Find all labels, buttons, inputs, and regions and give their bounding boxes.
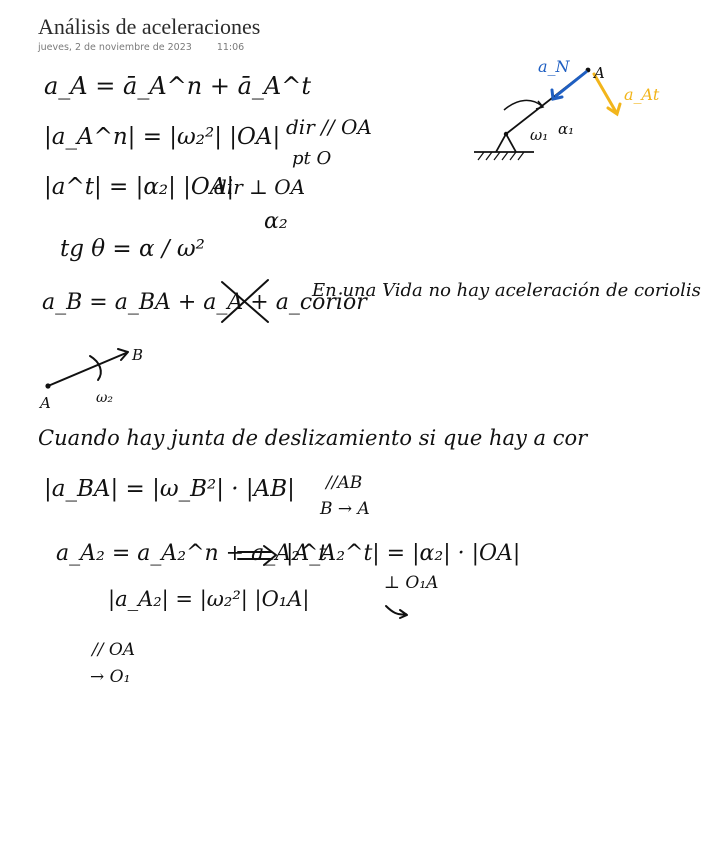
diagram-label-an: a_N [538,57,570,76]
aa2-tangential-direction: ⊥ O₁A [384,573,439,593]
ab-label-a: A [40,394,51,412]
note-time: 11:06 [216,42,245,53]
diagram-label-omega: ω₁ [530,126,549,144]
tangential-direction-note: dir ⊥ OA [214,175,306,199]
mechanism-diagram [474,57,660,160]
ground-hatching [478,152,524,160]
ab-label-b: B [132,346,144,364]
equation-aba-magnitude: |a_BA| = |ω_B²| · |AB| [44,476,295,502]
aba-direction-note: //AB [326,473,363,493]
equation-aa-decomposition: a_A = ā_A^n + ā_A^t [44,72,311,100]
tangential-alpha-note: α₂ [264,209,288,234]
coriolis-note: En una Vida no hay aceleración de coriolis [312,280,701,301]
pivot-support [496,134,516,152]
equation-normal-magnitude: |a_A^n| = |ω₂²| |OA| [44,124,281,150]
diagram-label-at: a_At [624,85,660,104]
ab-label-omega: ω₂ [96,390,114,406]
diagram-label-a: A [594,64,605,82]
aba-sense-note: B → A [320,499,370,519]
equation-aa2-tangential: |A_A₂^t| = |α₂| · |OA| [286,541,521,566]
point-a-dot [45,383,50,388]
page-title: Análisis de aceleraciones [38,14,261,39]
sliding-joint-note: Cuando hay junta de deslizamiento si que hay a cor [38,426,588,450]
diagram-label-alpha: α₁ [558,120,575,138]
equation-tangential-magnitude: |a^t| = |α₂| |OA| [44,174,235,200]
equation-ab-sum: a_B = a_BA + a_A + a_corior [42,290,367,315]
aa2-normal-sense: → O₁ [90,667,131,687]
equation-tan-theta: tg θ = α / ω² [60,236,205,262]
normal-direction-note: dir // OA [286,115,372,139]
ab-link-line [48,353,126,386]
tangential-sense-arrow [386,606,407,618]
note-date: jueves, 2 de noviembre de 2023 [38,42,192,53]
normal-sense-note: pt O [292,148,332,169]
equation-aa2-normal: |a_A₂| = |ω₂²| |O₁A| [108,587,310,611]
equation-aa2-decomposition: a_A₂ = a_A₂^n + a_A₂^t [56,541,328,566]
aa2-normal-direction: // OA [92,640,136,660]
